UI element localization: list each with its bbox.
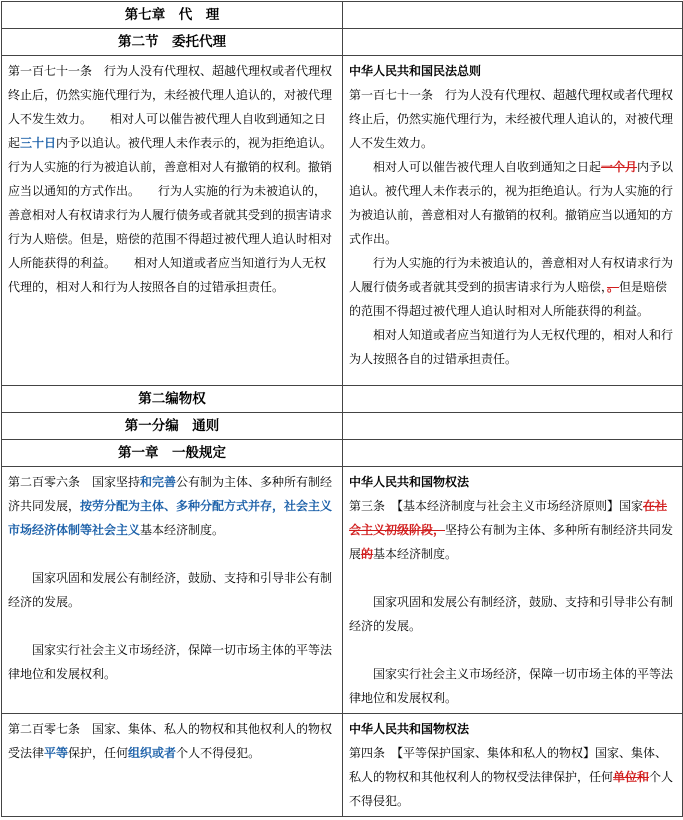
old-article-cell [343,56,683,386]
article-text: 相对人知道或者应当知道行为人无权代理的，相对人和行为人按照各自的过错承担责任。 [349,328,674,366]
empty-cell [343,29,683,56]
article-text: 国家巩固和发展公有制经济，鼓励、支持和引导非公有制经济的发展。 [8,571,333,609]
empty-cell [343,413,683,440]
chapter-heading [2,2,343,29]
comparison-table [1,1,683,817]
article-text: 国家实行社会主义市场经济，保障一切市场主体的平等法律地位和发展权利。 [349,667,674,705]
table-row [2,467,683,714]
chapter-title: 第一章 一般规定 [118,445,226,461]
article-text [8,470,336,542]
deleted-span: 在社会主义初级阶段， [349,499,668,537]
table-row [2,2,683,29]
highlight-span: 平等 [44,746,69,760]
law-name: 中华人民共和国物权法 [349,722,470,736]
text-span: 个人不得侵犯。 [349,770,674,808]
article-text [349,741,676,813]
new-article-cell [2,714,343,817]
text-span: 基本经济制度。 [373,547,458,561]
text-span: 第二百零六条 国家坚持 [8,475,141,489]
text-span: 第一百七十一条 行为人没有代理权、超越代理权或者代理权终止后，仍然实施代理行为，未经被代理人追认的，对被代理人不发生效力。 相对人可以催告被代理人自收到通知之日起 [8,64,333,150]
text-span: 第三条 【基本经济制度与社会主义市场经济原则】国家 [349,499,644,513]
law-name: 中华人民共和国物权法 [349,475,470,489]
deleted-span: 的 [361,547,374,561]
text-span: 基本经济制度。 [140,523,225,537]
table-row [2,440,683,467]
table-row [2,29,683,56]
highlight-span: 组织或者 [128,746,177,760]
old-article-cell [343,714,683,817]
old-article-cell [343,467,683,714]
law-name: 中华人民共和国民法总则 [349,64,482,78]
article-text: 国家实行社会主义市场经济，保障一切市场主体的平等法律地位和发展权利。 [8,643,333,681]
highlight-span: 三十日 [20,136,57,150]
text-span: 相对人可以催告被代理人自收到通知之日起 [373,160,602,174]
empty-cell [343,440,683,467]
table-row [2,56,683,386]
book-title: 第二编物权 [138,391,206,407]
table-row [2,413,683,440]
text-span: 内予以追认。被代理人未作表示的，视为拒绝追认。行为人实施的行为被追认前，善意相对人有撤销的权利。撤销应当以通知的方式作出。 行为人实施的行为未被追认的，善意相对人有权请求行为人履行债务或者就其受到的损害请求行为人赔偿。但是，赔偿的范围不得超过被代理人追认时相对人所能获得的利益。 相对人知道或者应当知道行为人无权代理的，相对人和行为人按照各自的过错承担责任。 [8,136,333,294]
book-heading [2,386,343,413]
article-text [8,59,336,299]
highlight-span: 按劳分配为主体、多种分配方式并存，社会主义市场经济体制等社会主义 [8,499,333,537]
text-span: 个人不得侵犯。 [176,746,261,760]
deleted-span: 单位和 [613,770,650,784]
deleted-span: 一个月 [601,160,638,174]
text-span: 坚持公有制为主体、多种所有制经济共同发展 [349,523,674,561]
text-span: 行为人实施的行为未被追认的，善意相对人有权请求行为人履行债务或者就其受到的损害请求行为人赔偿， [349,256,674,294]
section-title: 第二节 委托代理 [118,34,226,50]
article-text [8,717,336,765]
section-heading [2,29,343,56]
article-text [349,155,676,251]
article-text: 第一百七十一条 行为人没有代理权、超越代理权或者代理权终止后，仍然实施代理行为，未经被代理人追认的，对被代理人不发生效力。 [349,88,674,150]
chapter-heading [2,440,343,467]
text-span: 第二百零七条 国家、集体、私人的物权和其他权利人的物权受法律 [8,722,333,760]
empty-cell [343,386,683,413]
table-row [2,386,683,413]
article-text: 国家巩固和发展公有制经济，鼓励、支持和引导非公有制经济的发展。 [349,595,674,633]
text-span: 但是赔偿的范围不得超过被代理人追认时相对人所能获得的利益。 [349,280,668,318]
empty-cell [343,2,683,29]
part-heading [2,413,343,440]
article-text [349,494,676,566]
deleted-span: 。 [607,280,620,294]
chapter-title: 第七章 代 理 [124,7,220,23]
text-span: 保护，任何 [68,746,129,760]
part-title: 第一分编 通则 [124,418,220,434]
text-span: 第四条 【平等保护国家、集体和私人的物权】国家、集体、私人的物权和其他权利人的物权受法律保护，任何 [349,746,668,784]
text-span: 公有制为主体、多种所有制经济共同发展， [8,475,333,513]
new-article-cell [2,56,343,386]
table-row [2,714,683,817]
highlight-span: 和完善 [140,475,177,489]
article-text [349,251,676,323]
new-article-cell [2,467,343,714]
text-span: 内予以追认。被代理人未作表示的，视为拒绝追认。行为人实施的行为被追认前，善意相对人有撤销的权利。撤销应当以通知的方式作出。 [349,160,674,246]
